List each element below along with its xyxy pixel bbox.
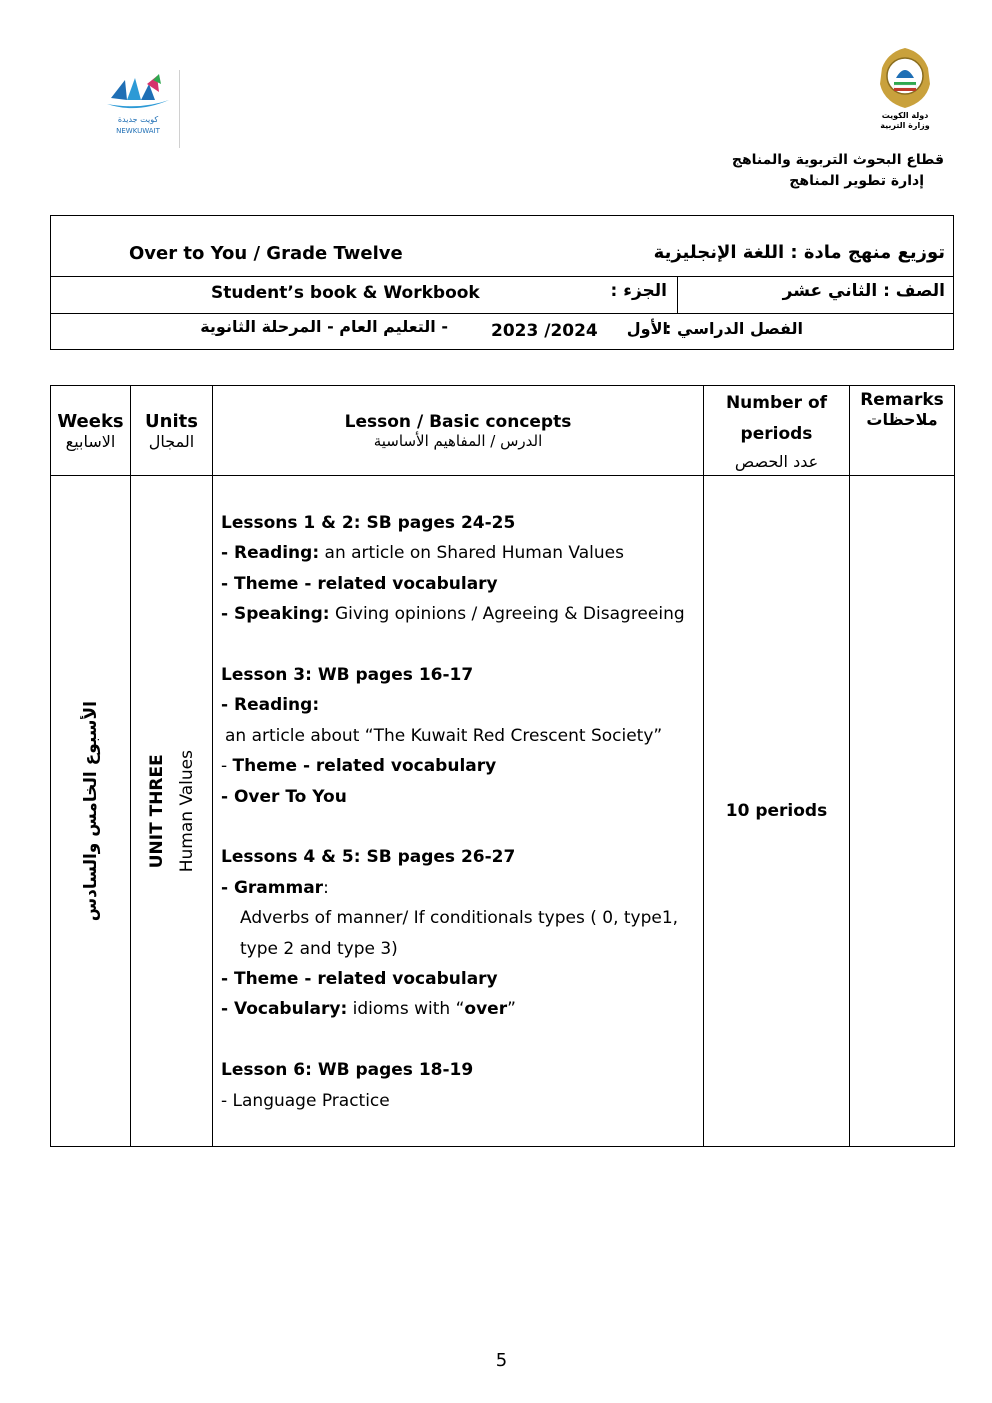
- lessons-1-2-reading: [221, 538, 695, 568]
- lesson-3-over: - Over To You: [221, 786, 347, 807]
- lesson-6-practice: - Language Practice: [221, 1090, 390, 1111]
- lessons-1-2-title: Lessons 1 & 2: SB pages 24-25: [221, 513, 516, 533]
- kuwait-emblem-icon: [870, 44, 940, 130]
- info-row-title: [51, 216, 954, 277]
- vocabulary-label: - Vocabulary:: [221, 999, 348, 1020]
- ministry-emblem: [870, 44, 940, 130]
- grammar-colon: :: [323, 877, 329, 898]
- term-label: الفصل الدراسي :: [665, 319, 803, 338]
- department-line-2: إدارة تطوير المناهج: [789, 173, 924, 189]
- vocabulary-word: over: [464, 999, 508, 1020]
- spacer: [221, 630, 695, 660]
- subject-title: توزيع منهج مادة : اللغة الإنجليزية: [529, 216, 954, 277]
- remarks-header-en: Remarks: [860, 390, 944, 410]
- lesson-6-title: Lesson 6: WB pages 18-19: [221, 1060, 474, 1081]
- periods-header-en-2: periods: [740, 423, 813, 444]
- education-stage: - التعليم العام - المرحلة الثانوية: [200, 317, 448, 336]
- grammar-label: - Grammar: [221, 877, 324, 898]
- units-header-en: Units: [145, 410, 198, 432]
- grammar-line-1: Adverbs of manner/ If conditionals types ( 0, type1,: [240, 908, 679, 929]
- weeks-header-ar: الاسابيع: [65, 431, 116, 451]
- spacer: [221, 1025, 695, 1055]
- periods-header-en-1: Number of: [725, 392, 828, 413]
- unit-value: [142, 750, 202, 872]
- ministry-state-text: دولة الكويت: [881, 111, 929, 120]
- table-row: [51, 476, 955, 1147]
- lesson-3-reading-text: an article about “The Kuwait Red Crescent Society”: [225, 725, 663, 746]
- weeks-header-en: Weeks: [57, 410, 124, 432]
- periods-header-ar: عدد الحصص: [734, 451, 819, 471]
- lessons-4-5-theme: - Theme - related vocabulary: [221, 969, 498, 990]
- vocabulary-text: idioms with “: [347, 999, 465, 1020]
- department-line-1: قطاع البحوث التربوية والمناهج: [731, 152, 944, 168]
- units-header: [131, 386, 213, 476]
- unit-number: UNIT THREE: [146, 754, 167, 869]
- speaking-label: - Speaking:: [221, 604, 330, 625]
- periods-header: [704, 386, 850, 476]
- new-kuwait-sails-icon: [97, 70, 179, 148]
- school-year: 2023 /2024: [491, 321, 598, 341]
- vocabulary-close-quote: ”: [507, 999, 516, 1020]
- spacer: [221, 812, 695, 842]
- book-title: Over to You / Grade Twelve: [51, 216, 530, 277]
- theme-text: Theme - related vocabulary: [232, 756, 497, 777]
- lessons-4-5-grammar: [221, 873, 695, 903]
- speaking-text: Giving opinions / Agreeing & Disagreeing: [329, 604, 685, 625]
- info-row-term: [51, 314, 954, 350]
- new-kuwait-latin-text: NEWKUWAIT: [116, 127, 160, 135]
- new-kuwait-logo: [97, 70, 180, 148]
- materials-label: Student’s book & Workbook: [211, 283, 480, 303]
- grade-label: الصف : الثاني عشر: [677, 277, 953, 313]
- theme-dash: -: [221, 756, 233, 777]
- weeks-header: [51, 386, 131, 476]
- department-heading: [732, 150, 944, 192]
- remarks-header: [850, 386, 955, 476]
- table-header-row: [51, 386, 955, 476]
- lesson-header: [213, 386, 704, 476]
- lesson-distribution-table: [50, 385, 955, 1147]
- new-kuwait-arabic-text: كويت جديدة: [117, 115, 159, 124]
- unit-cell: [131, 476, 213, 1147]
- lesson-cell: [213, 476, 704, 1147]
- lesson-3-theme: [221, 751, 695, 781]
- lessons-4-5-title: Lessons 4 & 5: SB pages 26-27: [221, 847, 516, 868]
- curriculum-info-table: [50, 215, 954, 350]
- weeks-cell: [51, 476, 131, 1147]
- page-number: 5: [495, 1350, 508, 1371]
- lessons-1-2-theme: - Theme - related vocabulary: [221, 573, 498, 594]
- ministry-name-text: وزارة التربية: [880, 121, 930, 130]
- remarks-header-ar: ملاحظات: [866, 410, 938, 429]
- lesson-header-ar: الدرس / المفاهيم الأساسية: [373, 431, 543, 450]
- remarks-cell: [850, 476, 955, 1147]
- info-row-grade: [51, 277, 954, 314]
- grammar-line-2: type 2 and type 3): [240, 938, 398, 959]
- lessons-1-2-speaking: [221, 599, 695, 629]
- periods-cell: 10 periods: [704, 476, 850, 1147]
- lesson-3-title: Lesson 3: WB pages 16-17: [221, 665, 474, 686]
- reading-text: an article on Shared Human Values: [319, 543, 624, 564]
- lesson-header-en: Lesson / Basic concepts: [344, 411, 572, 432]
- part-label: الجزء :: [610, 281, 667, 301]
- unit-title: Human Values: [176, 749, 197, 873]
- reading-label: - Reading:: [221, 543, 320, 564]
- weeks-value: الأسبوع الخامس والسادس: [80, 700, 101, 922]
- lessons-4-5-vocabulary: [221, 994, 695, 1024]
- units-header-ar: المجال: [148, 431, 195, 451]
- lesson-3-reading-label: - Reading:: [221, 695, 320, 716]
- term-value: الأول: [626, 319, 668, 338]
